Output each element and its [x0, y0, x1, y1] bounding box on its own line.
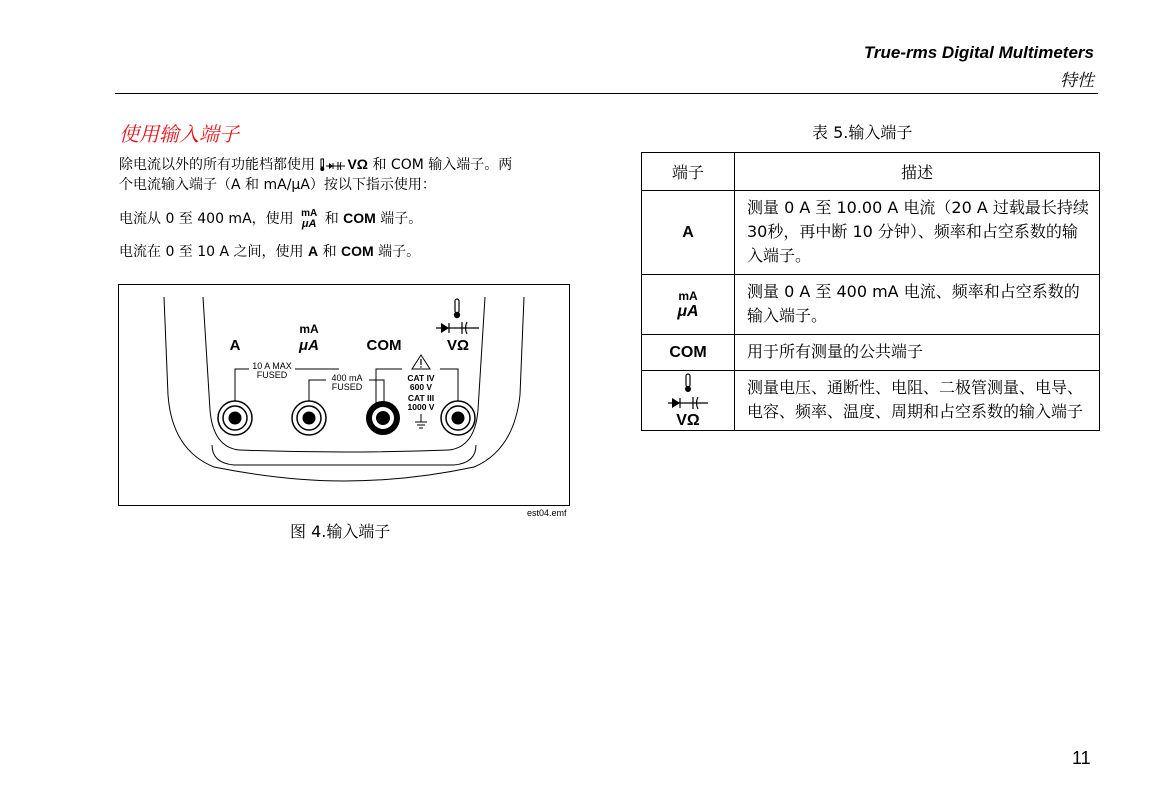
multimeter-terminals-drawing [119, 285, 569, 505]
section-title: 使用输入端子 [119, 122, 239, 146]
input-terminals-table [641, 152, 1100, 431]
figure-source: est04.emf [527, 508, 567, 518]
ma-symbol-top: mA [301, 208, 318, 219]
terminal-key-v-label: VΩ [676, 411, 700, 429]
ma-paragraph [119, 208, 422, 229]
ma-text-3: 端子。 [380, 211, 423, 227]
table-row [642, 275, 1100, 335]
fig-cat4-v: 600 V [409, 382, 433, 392]
intro-text-2: 和 COM 输入端子。两 [372, 157, 513, 173]
terminal-desc-com: 用于所有测量的公共端子 [735, 335, 1100, 371]
table-row [642, 371, 1100, 431]
amp-text-2: 和 [322, 244, 337, 260]
fig-cat3: CAT III [407, 393, 435, 403]
terminal-a [218, 401, 252, 435]
intro-text-1: 除电流以外的所有功能档都使用 [119, 157, 315, 173]
intro-text-3: 个电流输入端子（A 和 mA/μA）按以下指示使用： [119, 177, 436, 193]
intro-volt-symbol: VΩ [347, 156, 369, 172]
warning-icon [412, 355, 430, 369]
voltage-terminal-icon [319, 158, 347, 172]
fig-label-v: VΩ [446, 337, 470, 354]
table-row [642, 191, 1100, 275]
table-volt-symbol-icon [663, 372, 713, 412]
ground-icon [415, 414, 427, 428]
terminal-key-ma [642, 275, 735, 335]
table-header-row [642, 153, 1100, 191]
terminal-desc-a: 测量 0 A 至 10.00 A 电流（20 A 过载最长持续 30秒，再中断 10 分钟）、频率和占空系数的输入端子。 [735, 191, 1100, 275]
fig-10a-fused: FUSED [256, 370, 288, 380]
ma-text-1: 电流从 0 至 400 mA，使用 [119, 211, 294, 227]
header-rule [115, 93, 1098, 94]
header-title: True-rms Digital Multimeters [863, 43, 1094, 62]
terminal-desc-ma: 测量 0 A 至 400 mA 电流、频率和占空系数的输入端子。 [735, 275, 1100, 335]
terminal-key-v [642, 371, 735, 431]
fig-10a-max: 10 A MAX [252, 361, 292, 371]
ma-text-2: 和 [324, 211, 339, 227]
amp-text-1: 电流在 0 至 10 A 之间，使用 [119, 244, 304, 260]
terminal-key-ma-top: mA [678, 289, 698, 303]
ma-terminal-symbol [301, 209, 317, 229]
fig-label-a: A [229, 337, 241, 354]
amp-paragraph [119, 241, 420, 262]
fig-label-ma: mA [299, 322, 319, 336]
terminal-v [441, 401, 475, 435]
col-description: 描述 [735, 153, 1100, 191]
ma-symbol-bottom: μA [301, 218, 317, 230]
input-terminals-figure [118, 284, 570, 506]
terminal-key-com: COM [642, 335, 735, 371]
amp-a-label: A [308, 243, 319, 259]
fig-400ma-fused: FUSED [331, 382, 363, 392]
terminal-key-a: A [642, 191, 735, 275]
fig-cat4: CAT IV [407, 373, 435, 383]
header-subtitle: 特性 [1060, 71, 1094, 91]
amp-text-3: 端子。 [378, 244, 421, 260]
fig-400ma: 400 mA [331, 373, 363, 383]
col-terminal: 端子 [642, 153, 735, 191]
figure-caption: 图 4.输入端子 [290, 522, 391, 541]
table-row [642, 335, 1100, 371]
terminal-key-ma-bottom: μA [677, 303, 699, 320]
fig-label-com: COM [366, 337, 402, 354]
fig-label-ua: μA [299, 337, 319, 354]
terminal-com [366, 401, 400, 435]
fig-cat3-v: 1000 V [407, 402, 435, 412]
amp-com-label: COM [341, 243, 374, 259]
intro-paragraph [119, 154, 512, 195]
terminal-desc-v: 测量电压、通断性、电阻、二极管测量、电导、电容、频率、温度、周期和占空系数的输入端子 [735, 371, 1100, 431]
page-number: 11 [1072, 748, 1091, 768]
diode-capacitor-icon [436, 322, 479, 334]
thermometer-icon [454, 299, 460, 318]
terminal-ma [292, 401, 326, 435]
table-caption: 表 5.输入端子 [812, 123, 913, 142]
ma-com-label: COM [343, 210, 376, 226]
